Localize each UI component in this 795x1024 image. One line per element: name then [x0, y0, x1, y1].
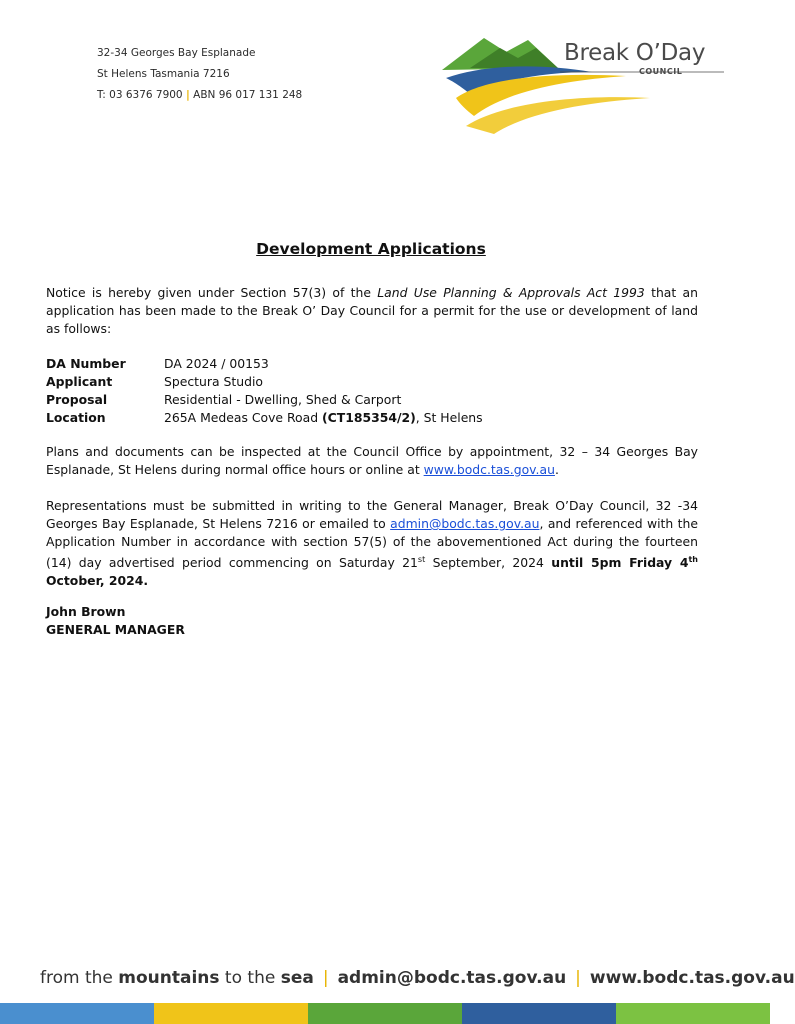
inspection-tail: .: [554, 462, 559, 477]
signatory-role: GENERAL MANAGER: [46, 622, 185, 637]
act-title: Land Use Planning & Approvals Act 1993: [377, 285, 645, 300]
signatory-name: John Brown: [46, 604, 126, 619]
tagline-text-1: from the: [40, 968, 119, 988]
representations-text-3: September, 2024: [425, 555, 552, 571]
council-address: [97, 43, 302, 106]
logo-subtitle: COUNCIL: [639, 67, 683, 76]
address-line-1: 32-34 Georges Bay Esplanade: [97, 47, 256, 59]
strip-segment: [154, 1003, 308, 1024]
representations-paragraph: [46, 497, 698, 590]
footer-color-strip: [0, 1003, 770, 1024]
footer-separator: |: [575, 968, 581, 988]
detail-label: Proposal: [46, 392, 108, 407]
intro-paragraph: [46, 284, 698, 338]
detail-value: DA 2024 / 00153: [164, 356, 269, 371]
detail-value: [164, 409, 483, 427]
separator: |: [185, 89, 190, 101]
detail-label: Applicant: [46, 374, 113, 389]
strip-segment: [462, 1003, 616, 1024]
intro-text-1: Notice is hereby given under Section 57(3) of the: [46, 285, 378, 300]
footer-email[interactable]: admin@bodc.tas.gov.au: [337, 968, 567, 988]
intro-text-2: that an application has been made to the Break O’ Day Council for a permit for the use or development of land as follows:: [46, 285, 698, 336]
footer-website[interactable]: www.bodc.tas.gov.au: [589, 968, 795, 988]
detail-row-applicant: [46, 373, 483, 391]
detail-label: Location: [46, 410, 106, 425]
strip-segment: [616, 1003, 770, 1024]
representations-text-1: Representations must be submitted in writing to the General Manager, Break O’Day Council, 32 -34 Georges Bay Esplanade, St Helens 7216 or emailed to: [46, 498, 698, 531]
strip-segment: [308, 1003, 462, 1024]
deadline-part-1: until 5pm Friday 4: [551, 555, 689, 571]
tagline-sea: sea: [280, 968, 314, 988]
signature-block: [46, 603, 185, 639]
email-link[interactable]: admin@bodc.tas.gov.au: [390, 516, 540, 531]
detail-row-proposal: [46, 391, 483, 409]
footer-tagline: [40, 968, 795, 988]
phone-number: T: 03 6376 7900: [97, 89, 183, 101]
representations-text-2: , and referenced with the Application Number in accordance with section 57(5) of the abovementioned Act during the fourteen (14) day advertised period commencing on Saturday 21: [46, 516, 699, 571]
certificate-title: (CT185354/2): [322, 410, 416, 425]
location-suburb: , St Helens: [415, 410, 483, 425]
strip-segment: [0, 1003, 154, 1024]
detail-label: DA Number: [46, 356, 126, 371]
page-title: Development Applications: [256, 240, 486, 258]
location-address: 265A Medeas Cove Road: [164, 410, 323, 425]
detail-value: Spectura Studio: [164, 374, 263, 389]
detail-row-location: [46, 409, 483, 427]
footer-separator: |: [322, 968, 329, 988]
tagline-mountains: mountains: [118, 968, 220, 988]
tagline-text-2: to the: [219, 968, 281, 988]
website-link[interactable]: www.bodc.tas.gov.au: [423, 462, 555, 477]
logo-name: Break O’Day: [564, 40, 706, 66]
application-details: [46, 355, 483, 427]
detail-value: Residential - Dwelling, Shed & Carport: [164, 392, 402, 407]
address-line-2: St Helens Tasmania 7216: [97, 68, 230, 80]
abn-number: ABN 96 017 131 248: [193, 89, 303, 101]
detail-row-da-number: [46, 355, 483, 373]
deadline-part-2: October, 2024.: [46, 573, 149, 589]
inspection-text: Plans and documents can be inspected at the Council Office by appointment, 32 – 34 Georges Bay Esplanade, St Helens during normal office hours or online at: [46, 444, 698, 477]
contact-line: [97, 85, 302, 106]
ordinal-suffix: st: [417, 555, 426, 564]
inspection-paragraph: [46, 443, 698, 479]
ordinal-suffix: th: [688, 555, 698, 564]
